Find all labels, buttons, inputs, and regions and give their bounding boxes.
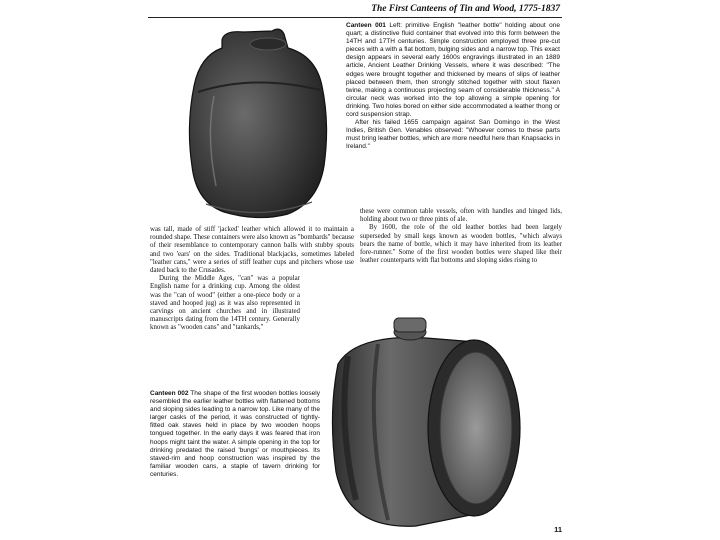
book-page [140,0,570,540]
body-column-right [360,208,562,265]
caption-002-text: The shape of the first wooden bottles loosely resembled the earlier leather bottles with flattened bottoms and sloping sides leading to a narrow top. Like many of the larger casks of the period, it was constructed of tightly-fitted oak staves held in place by two wooden hoops tongued together. In the early days it was feared that iron hoops might taint the water. A simple opening in the top for drinking predated the raised 'bungs' or mouthpieces. Its staved-rim and hoop construction was inspired by the familiar wooden cans, a staple of tavern drinking for centuries. [150,390,320,478]
caption-canteen-002 [150,390,320,479]
running-head: The First Canteens of Tin and Wood, 1775-1837 [371,4,560,14]
header-rule [148,17,562,18]
caption-002-label: Canteen 002 [150,390,189,397]
body-left-p2: During the Middle Ages, "can" was a popular English name for a drinking cup. Among the oldest was the "can of wood" (either a one-piece body or a staved and hooped jug) as it was also represented in carvings on ancient churches and in illustrated manuscripts dating from the 14TH century. Generally known as "wooden cans" and "tankards," [150,275,300,332]
caption-canteen-001 [346,22,560,152]
page-number: 11 [554,525,562,534]
body-right-p1: these were common table vessels, often with handles and hinged lids, holding about two or three pints of ale. [360,208,562,224]
body-left-p1: was tall, made of stiff 'jacked' leather which allowed it to maintain a rounded shape. These containers were also known as "bombards" because of their resemblance to contemporary cannon balls with stubby spouts and two 'ears' on the sides. Traditional blackjacks, sometimes labeled "leather cans," were a series of stiff leather cups and pitchers whose use dated back to the Crusades. [150,226,354,275]
caption-001-text2: After his failed 1655 campaign against San Domingo in the West Indies, British Gen. Venables observed: "Whoever comes to these parts must bring leather bottles, which are more needful here than Knapsacks in Ireland." [346,119,560,151]
caption-001-label: Canteen 001 [346,22,386,29]
body-right-p2: By 1600, the role of the old leather bottles had been largely superseded by small kegs known as wooden bottles, "which always bears the name of bottle, which it may have inherited from its leather fore-runner." Some of the first wooden bottles were shaped like their leather counterparts with flat bottoms and sloping sides rising to [360,224,562,265]
caption-001-text: Left: primitive English "leather bottle" holding about one quart; a distinctive fluid container that evolved into this form between the 14TH and 17TH centuries. Simple construction employed three pre-cut pieces with a with a flat bottom, bulging sides and a narrow top. This exact design appears in several early 1600s engravings illustrated in an 1889 article, Ancient Leather Drinking Vessels, where it was described: "The edges were brought together and thickened by means of slips of leather placed between them, then strongly stitched together with stout flaxen twine, making a continuous projecting seam of considerable thickness." A circular neck was worked into the top allowing a simple opening for drinking. Two holes bored on either side accommodated a leather thong or cord suspension strap. [346,22,560,119]
body-column-left [150,226,354,333]
leather-bottle-photo [184,26,334,222]
wooden-bottle-photo [326,304,526,536]
